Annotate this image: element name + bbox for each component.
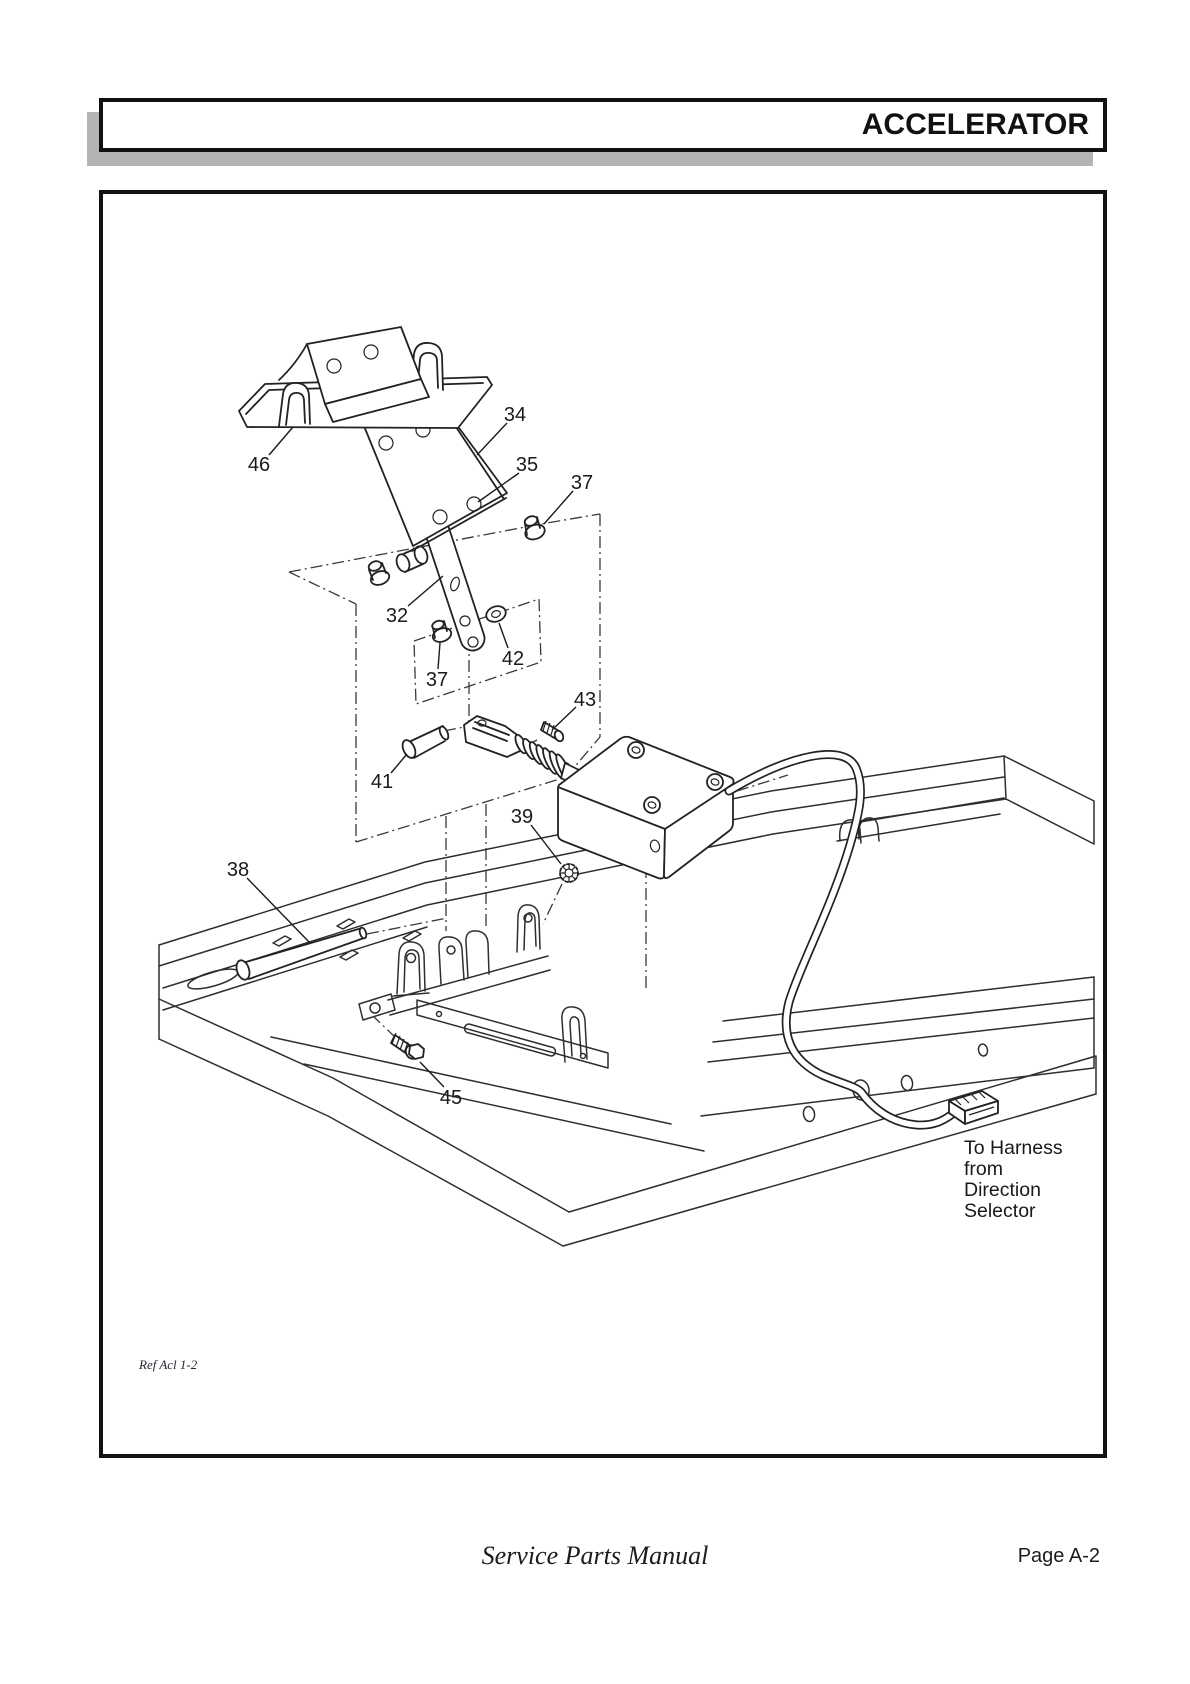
callout-34: 34 (503, 404, 527, 426)
callout-37-lower: 37 (425, 669, 449, 691)
star-washer (560, 864, 578, 882)
clevis (464, 716, 520, 757)
ref-note: Ref Acl 1-2 (139, 1357, 198, 1372)
callout-32: 32 (385, 605, 409, 627)
rod-spring-assembly (464, 716, 581, 786)
harness-note-line: Selector (964, 1200, 1036, 1222)
header-bar (99, 98, 1107, 152)
callout-46: 46 (247, 454, 271, 476)
cable (729, 755, 951, 1126)
controller-box (558, 737, 734, 879)
callout-45: 45 (439, 1087, 463, 1109)
mount-screw (391, 1033, 424, 1061)
clevis-pin (400, 725, 450, 760)
page-number: Page A-2 (1017, 1545, 1100, 1567)
callout-43: 43 (573, 689, 597, 711)
callout-39: 39 (510, 806, 534, 828)
washer-42 (484, 604, 508, 625)
callout-35: 35 (515, 454, 539, 476)
figure-frame (99, 190, 1107, 1458)
harness-note-line: Direction (964, 1179, 1041, 1201)
callout-41: 41 (370, 771, 394, 793)
callout-42: 42 (501, 648, 525, 670)
callout-38: 38 (226, 859, 250, 881)
page-title: ACCELERATOR (861, 108, 1089, 141)
pivot-rod (234, 927, 367, 982)
harness-note (964, 1137, 1067, 1222)
adjustment-screw (541, 721, 565, 743)
bushing-37-left (367, 560, 391, 588)
bushing-37-lower (431, 619, 453, 644)
callout-37-upper: 37 (570, 472, 594, 494)
manual-title: Service Parts Manual (481, 1541, 709, 1570)
pedal-assembly (239, 327, 507, 651)
harness-note-line: To Harness (964, 1137, 1063, 1159)
harness-note-line: from (964, 1158, 1003, 1180)
harness-connector (949, 1091, 998, 1124)
exploded-diagram (103, 194, 1103, 1454)
bushing-37-upper (523, 515, 547, 542)
